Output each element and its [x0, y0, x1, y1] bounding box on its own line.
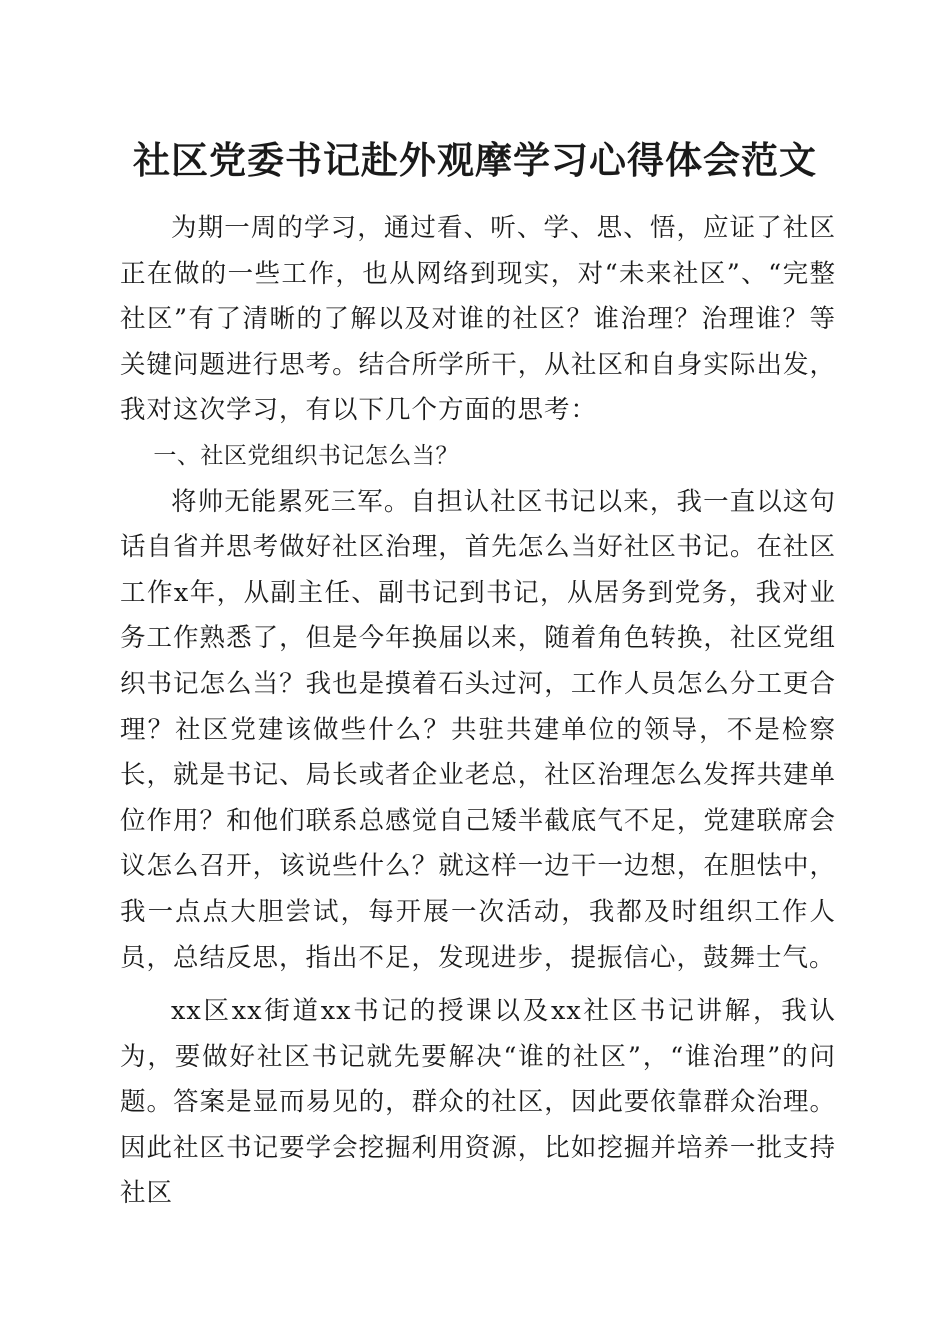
- body-paragraph: 将帅无能累死三军。自担认社区书记以来，我一直以这句话自省并思考做好社区治理，首先怎么当好社区书记。在社区工作x年，从副主任、副书记到书记，从居务到党务，我对业务工作熟悉了，但是今年换届以来，随着角色转换，社区党组织书记怎么当？我也是摸着石头过河，工作人员怎么分工更合理？社区党建该做些什么？共驻共建单位的领导，不是检察长，就是书记、局长或者企业老总，社区治理怎么发挥共建单位作用？和他们联系总感觉自己矮半截底气不足，党建联席会议怎么召开，该说些什么？就这样一边干一边想，在胆怯中，我一点点大胆尝试，每开展一次活动，我都及时组织工作人员，总结反思，指出不足，发现进步，提振信心，鼓舞士气。: [120, 486, 836, 973]
- document-body: [120, 206, 836, 1217]
- intro-paragraph: 为期一周的学习，通过看、听、学、思、悟，应证了社区正在做的一些工作，也从网络到现实，对“未来社区”、“完整社区”有了清晰的了解以及对谁的社区？谁治理？治理谁？等关键问题进行思考。结合所学所干，从社区和自身实际出发，我对这次学习，有以下几个方面的思考：: [120, 213, 836, 426]
- body-paragraph: xx区xx街道xx书记的授课以及xx社区书记讲解，我认为，要做好社区书记就先要解决“谁的社区”，“谁治理”的问题。答案是显而易见的，群众的社区，因此要依靠群众治理。因此社区书记要学会挖掘利用资源，比如挖掘并培养一批支持社区: [120, 996, 836, 1209]
- document-title: 社区党委书记赴外观摩学习心得体会范文: [133, 138, 817, 182]
- section-heading: 一、社区党组织书记怎么当？: [153, 442, 459, 469]
